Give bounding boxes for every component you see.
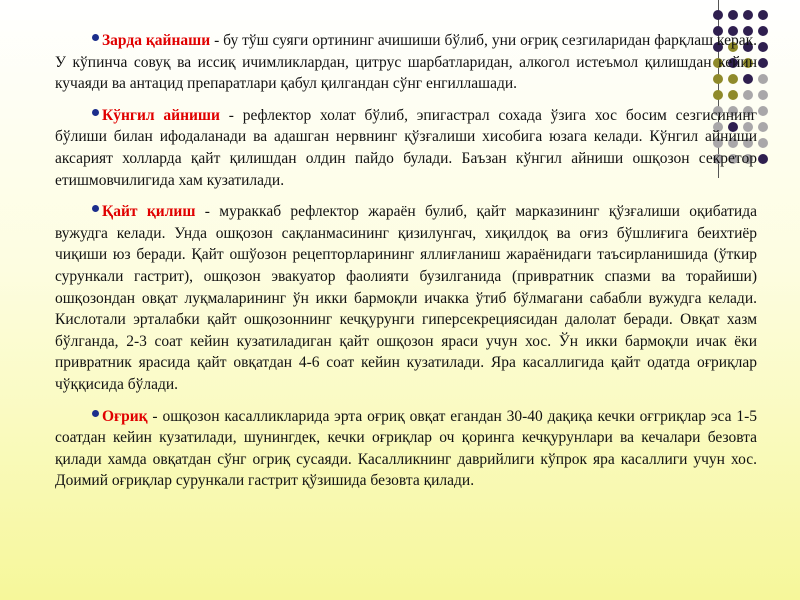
paragraph-text: - рефлектор холат бўлиб, эпигастрал сохада ўзига хос босим сезгисининг бўлиши билан ифодаланади ва адашган нервнинг қўзғалиши хисобига юзага келади. Кўнгил айниши аксарият холларда қайт қилишдан олдин пайдо булади. Баъзан кўнгил айниши ошқозон секретор етишмовчилигида хам кузатилади. <box>55 106 757 189</box>
decorative-dot <box>758 122 768 132</box>
paragraph-heartburn <box>55 30 757 95</box>
bullet-icon <box>92 205 99 212</box>
decorative-dot <box>758 90 768 100</box>
paragraph-text: - мураккаб рефлектор жараён булиб, қайт марказининг қўзғалиши оқибатида вужудга келади. Унда ошқозон сақланмасининг қизилунгач, хиқилдоқ ва оғиз бўшлиғига беихтиёр чиқиши юз беради. Қайт ошўозон рецепторларининг яллиғланиш жараёнидаги таъсирланишида (ўткир сурункали гастрит), ошқозон эвакуатор фаолияти бузилганида (привратник спазми ва торайиши) ошқозондан овқат луқмаларининг ўн икки бармоқли ичакка ўтиб бўлмагани сабабли вужудга келади. Кислотали эрталабки қайт ошқозоннинг кечқурунги гиперсекрециясидан далолат беради. Овқат хазм бўлганда, 2-3 соат кейин кузатиладиган қайт ошқозон яраси учун хос. Ўн икки бармоқли ичак ёки привратник ярасида қайт овқатдан 4-6 соат кейин кузатилади. Яра касаллигида қайт одатда оғриқлар чўққисида бўлади. <box>55 203 757 393</box>
paragraph-vomiting <box>55 201 757 395</box>
bullet-icon <box>92 34 99 41</box>
decorative-dot <box>758 106 768 116</box>
document-body <box>55 30 757 502</box>
decorative-dot <box>758 10 768 20</box>
decorative-dot <box>758 74 768 84</box>
decorative-dot <box>728 10 738 20</box>
decorative-dot <box>743 10 753 20</box>
decorative-dot <box>758 58 768 68</box>
paragraph-pain <box>55 406 757 492</box>
bullet-icon <box>92 109 99 116</box>
term-vomiting: Қайт қилиш <box>102 203 196 221</box>
decorative-dot <box>758 154 768 164</box>
decorative-dot <box>758 26 768 36</box>
paragraph-nausea <box>55 105 757 191</box>
decorative-dot <box>758 138 768 148</box>
term-pain: Оғриқ <box>102 407 148 425</box>
bullet-icon <box>92 410 99 417</box>
paragraph-text: - ошқозон касалликларида эрта оғриқ овқат егандан 30-40 дақиқа кечки оғгриқлар эса 1-5 соатдан кейин кузатилади, шунингдек, кечки оғриқлар оч қоринга кечқурунлари ва кечалари безовта қилади хамда овқатдан сўнг огриқ сусаяди. Касалликнинг даврийлиги кўпрок яра касаллиги учун хос. Доимий оғриқлар сурункали гастрит қўзишида безовта қилади. <box>55 407 757 490</box>
term-nausea: Кўнгил айниши <box>102 106 220 124</box>
decorative-dot <box>758 42 768 52</box>
term-heartburn: Зарда қайнаши <box>102 32 211 49</box>
paragraph-text: - бу тўш суяги ортининг ачишиши бўлиб, уни оғриқ сезгиларидан фарқлаш керак. У кўпинча совуқ ва иссиқ ичимликлардан, цитрус шарбатларидан, алкогол истеъмол қилишдан кейин кучаяди ва антацид препаратлари қабул қилгандан сўнг енгиллашади. <box>55 32 757 93</box>
decorative-dot <box>713 10 723 20</box>
